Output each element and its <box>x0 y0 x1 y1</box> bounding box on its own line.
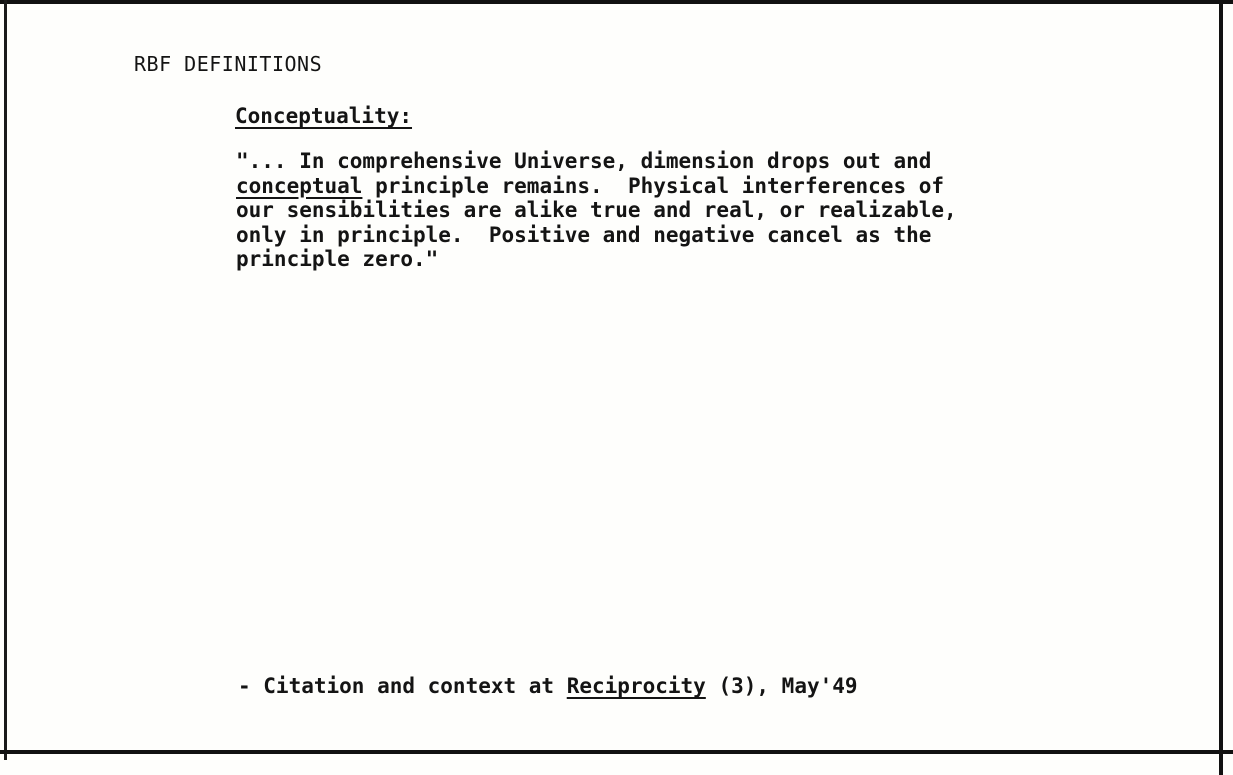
quote-line-1: "... In comprehensive Universe, dimension drops out and <box>236 149 932 173</box>
card-border-right <box>1219 0 1223 775</box>
citation-line <box>238 674 858 698</box>
quote-underlined-word: conceptual <box>236 173 363 198</box>
citation-reference: Reciprocity <box>566 674 706 698</box>
card-border-top <box>0 0 1233 4</box>
term-title: Conceptuality: <box>235 104 413 128</box>
card-border-bottom <box>0 750 1233 754</box>
citation-prefix: - Citation and context at <box>238 674 567 698</box>
definition-quote <box>236 149 957 272</box>
quote-line-5: principle zero." <box>236 247 439 271</box>
quote-line-2-rest: principle remains. Physical interferences of <box>362 173 945 198</box>
quote-line-3: our sensibilities are alike true and real, or realizable, <box>236 198 957 222</box>
citation-suffix: (3), May'49 <box>705 674 858 698</box>
card-heading: RBF DEFINITIONS <box>134 52 323 76</box>
quote-line-4: only in principle. Positive and negative cancel as the <box>236 222 932 247</box>
card-border-left <box>4 0 7 760</box>
